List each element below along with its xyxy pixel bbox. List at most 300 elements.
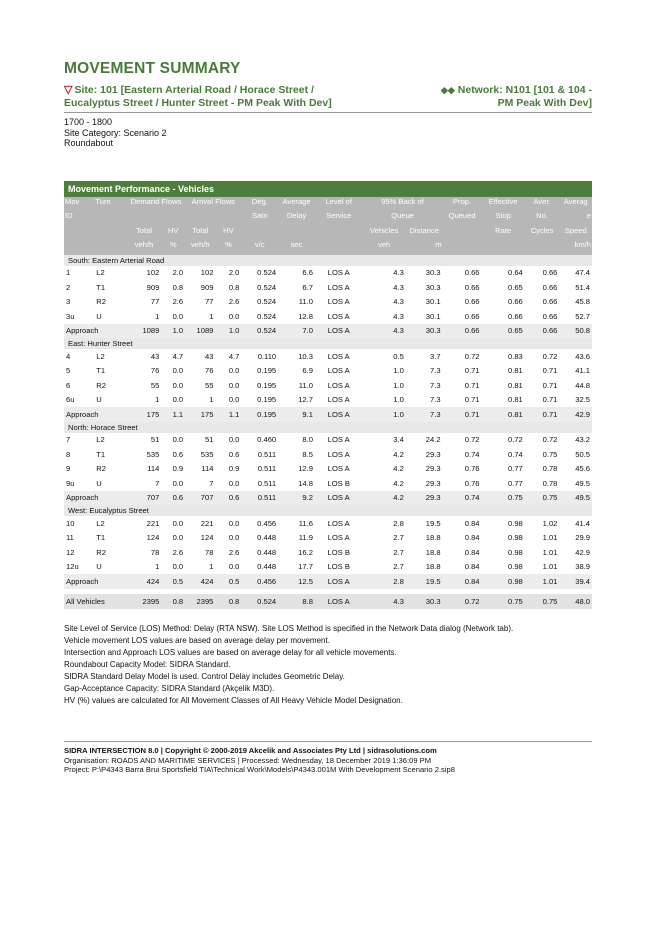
note-line: SIDRA Standard Delay Model is used. Control Delay includes Geometric Delay. bbox=[64, 671, 345, 681]
speed: 44.8 bbox=[575, 380, 590, 390]
speed: 39.4 bbox=[559, 574, 592, 589]
arrival-total: 77 bbox=[204, 297, 214, 307]
avg-delay: 11.0 bbox=[298, 380, 313, 390]
deg-satn: 0.448 bbox=[257, 562, 277, 572]
demand-total: 535 bbox=[146, 449, 160, 459]
arrival-total: 124 bbox=[200, 533, 214, 543]
level-of-service: LOS A bbox=[327, 282, 350, 292]
arrival-total: 7 bbox=[209, 478, 214, 488]
prop-queued: 0.71 bbox=[443, 407, 482, 422]
arrival-hv: 0.0 bbox=[228, 311, 240, 321]
arrival-hv: 1.0 bbox=[215, 324, 241, 339]
unit-veh-h: veh/h bbox=[185, 240, 215, 255]
mov-id: 6 bbox=[66, 380, 71, 390]
arrival-hv: 1.1 bbox=[215, 407, 241, 422]
turn: U bbox=[96, 478, 102, 488]
speed: 41.4 bbox=[575, 518, 590, 528]
arrival-hv: 0.0 bbox=[228, 380, 240, 390]
turn: T1 bbox=[96, 282, 106, 292]
deg-satn: 0.511 bbox=[241, 491, 278, 506]
stop-rate: 0.77 bbox=[508, 464, 523, 474]
level-of-service: LOS A bbox=[327, 351, 350, 361]
arrival-total: 424 bbox=[185, 574, 215, 589]
mov-id: 5 bbox=[66, 366, 71, 376]
aver-cycles: 1.01 bbox=[542, 547, 558, 557]
col-queue: Queue bbox=[363, 211, 443, 226]
demand-total: 102 bbox=[146, 268, 160, 278]
avg-delay: 8.5 bbox=[302, 449, 313, 459]
demand-total: 221 bbox=[146, 518, 160, 528]
queue-distance: 29.3 bbox=[406, 491, 443, 506]
unit-veh-h: veh/h bbox=[127, 240, 162, 255]
level-of-service: LOS A bbox=[327, 464, 350, 474]
queue-vehicles: 4.2 bbox=[393, 464, 404, 474]
avg-delay: 11.0 bbox=[298, 297, 313, 307]
mov-id: 8 bbox=[66, 449, 71, 459]
arrival-total: 707 bbox=[185, 491, 215, 506]
col-satn: Satn bbox=[241, 211, 278, 226]
site-category: Site Category: Scenario 2 bbox=[64, 127, 167, 138]
arrival-total: 78 bbox=[204, 547, 214, 557]
stop-rate: 0.65 bbox=[482, 324, 525, 339]
arrival-total: 76 bbox=[204, 366, 214, 376]
speed: 38.9 bbox=[575, 562, 590, 572]
arrival-hv: 0.0 bbox=[228, 533, 240, 543]
approach-row bbox=[64, 491, 592, 506]
aver-cycles: 0.71 bbox=[542, 395, 558, 405]
queue-distance: 7.3 bbox=[406, 407, 443, 422]
queue-distance: 24.2 bbox=[425, 435, 441, 445]
header-row-3 bbox=[64, 226, 592, 241]
queue-vehicles: 4.3 bbox=[393, 268, 404, 278]
turn: R2 bbox=[96, 547, 106, 557]
level-of-service: LOS A bbox=[327, 380, 350, 390]
demand-total: 114 bbox=[147, 464, 160, 474]
queue-distance: 30.3 bbox=[425, 282, 441, 292]
stop-rate: 0.98 bbox=[508, 518, 523, 528]
col-mov: Mov bbox=[64, 197, 94, 212]
demand-total: 2395 bbox=[127, 594, 162, 609]
col-vehicles: Vehicles bbox=[363, 226, 406, 241]
stop-rate: 0.66 bbox=[508, 297, 523, 307]
arrival-hv: 2.0 bbox=[228, 268, 240, 278]
avg-delay: 12.8 bbox=[298, 311, 313, 321]
table-row bbox=[64, 433, 592, 448]
turn: L2 bbox=[96, 435, 105, 445]
arrival-total: 1 bbox=[209, 562, 214, 572]
table-row bbox=[64, 295, 592, 310]
avg-delay: 12.9 bbox=[298, 464, 313, 474]
col-arrival-hv: HV bbox=[215, 226, 241, 241]
queue-distance: 30.1 bbox=[425, 311, 441, 321]
approach-row bbox=[64, 574, 592, 589]
arrival-hv: 0.0 bbox=[228, 395, 240, 405]
demand-hv: 1.1 bbox=[161, 407, 185, 422]
level-of-service: LOS A bbox=[327, 395, 350, 405]
table-row bbox=[64, 516, 592, 531]
arrival-total: 1 bbox=[209, 395, 214, 405]
mov-id: 12 bbox=[66, 547, 75, 557]
queue-distance: 18.8 bbox=[425, 533, 441, 543]
stop-rate: 0.75 bbox=[482, 491, 525, 506]
queue-distance: 29.3 bbox=[425, 478, 441, 488]
demand-hv: 0.5 bbox=[161, 574, 185, 589]
footer-copyright: SIDRA INTERSECTION 8.0 | Copyright © 2000-2019 Akcelik and Associates Pty Ltd | sidrasolutions.com bbox=[64, 746, 437, 755]
stop-rate: 0.72 bbox=[508, 435, 523, 445]
speed: 49.5 bbox=[559, 491, 592, 506]
avg-delay: 7.0 bbox=[278, 324, 315, 339]
page-title: MOVEMENT SUMMARY bbox=[64, 60, 241, 77]
deg-satn: 0.195 bbox=[257, 366, 277, 376]
aver-cycles: 0.66 bbox=[542, 282, 558, 292]
section-name: North: Horace Street bbox=[64, 422, 592, 433]
level-of-service: LOS A bbox=[327, 297, 350, 307]
speed: 29.9 bbox=[575, 533, 590, 543]
arrival-hv: 0.8 bbox=[215, 594, 241, 609]
col-level: Level of bbox=[315, 197, 363, 212]
col-speed: Speed bbox=[559, 226, 592, 241]
queue-distance: 30.3 bbox=[406, 324, 443, 339]
prop-queued: 0.66 bbox=[443, 324, 482, 339]
section-name: West: Eucalyptus Street bbox=[64, 505, 592, 516]
arrival-total: 102 bbox=[200, 268, 214, 278]
approach-label: Approach bbox=[64, 491, 127, 506]
col-demand-total: Total bbox=[127, 226, 162, 241]
prop-queued: 0.74 bbox=[443, 491, 482, 506]
col-prop: Prop. bbox=[443, 197, 482, 212]
demand-hv: 2.0 bbox=[172, 268, 184, 278]
avg-delay: 17.7 bbox=[298, 562, 313, 572]
arrival-hv: 0.8 bbox=[228, 282, 240, 292]
speed: 45.6 bbox=[575, 464, 590, 474]
turn: U bbox=[96, 395, 102, 405]
approach-label: Approach bbox=[64, 324, 127, 339]
queue-distance: 3.7 bbox=[430, 351, 441, 361]
mov-id: 4 bbox=[66, 351, 71, 361]
section-header bbox=[64, 255, 592, 266]
level-of-service: LOS A bbox=[327, 449, 350, 459]
table-row bbox=[64, 266, 592, 281]
turn: T1 bbox=[96, 366, 106, 376]
arrival-hv: 0.0 bbox=[228, 435, 240, 445]
level-of-service: LOS A bbox=[327, 311, 350, 321]
deg-satn: 0.511 bbox=[257, 449, 277, 459]
demand-hv: 0.0 bbox=[172, 366, 184, 376]
level-of-service: LOS A bbox=[315, 491, 363, 506]
deg-satn: 0.195 bbox=[241, 407, 278, 422]
note-line: Roundabout Capacity Model: SIDRA Standard. bbox=[64, 659, 231, 669]
queue-vehicles: 4.2 bbox=[393, 478, 404, 488]
turn: U bbox=[96, 562, 102, 572]
site-line-1: Site: 101 [Eastern Arterial Road / Horace Street / bbox=[74, 84, 314, 96]
prop-queued: 0.84 bbox=[464, 533, 480, 543]
prop-queued: 0.74 bbox=[464, 449, 480, 459]
mov-id: 1 bbox=[66, 268, 71, 278]
avg-delay: 8.0 bbox=[302, 435, 313, 445]
stop-rate: 0.77 bbox=[508, 478, 523, 488]
level-of-service: LOS A bbox=[327, 533, 350, 543]
deg-satn: 0.460 bbox=[257, 435, 277, 445]
unit-m: m bbox=[406, 240, 443, 255]
footer-organisation: Organisation: ROADS AND MARITIME SERVICES | Processed: Wednesday, 18 December 2019 1:36:09 PM bbox=[64, 755, 432, 765]
table-title-row bbox=[64, 181, 592, 197]
demand-total: 77 bbox=[150, 297, 160, 307]
arrival-hv: 2.6 bbox=[228, 547, 240, 557]
col-arrival-flows: Arrival Flows bbox=[185, 197, 241, 212]
site-meta bbox=[64, 117, 592, 149]
turn: L2 bbox=[96, 268, 105, 278]
col-deg: Deg. bbox=[241, 197, 278, 212]
col-distance: Distance bbox=[406, 226, 443, 241]
avg-delay: 9.2 bbox=[278, 491, 315, 506]
queue-vehicles: 1.0 bbox=[393, 380, 404, 390]
prop-queued: 0.72 bbox=[443, 594, 482, 609]
aver-cycles: 1.01 bbox=[525, 574, 560, 589]
unit-pct: % bbox=[161, 240, 185, 255]
note-line: HV (%) values are calculated for All Movement Classes of All Heavy Vehicle Model Designation. bbox=[64, 695, 403, 705]
table-row bbox=[64, 280, 592, 295]
queue-vehicles: 0.5 bbox=[393, 351, 404, 361]
network-icon: ◆◆ bbox=[440, 85, 455, 95]
speed: 50.5 bbox=[575, 449, 590, 459]
turn: U bbox=[96, 311, 102, 321]
level-of-service: LOS A bbox=[327, 268, 350, 278]
prop-queued: 0.66 bbox=[464, 282, 480, 292]
section-name: South: Eastern Arterial Road bbox=[64, 255, 592, 266]
table-row bbox=[64, 462, 592, 477]
demand-total: 78 bbox=[150, 547, 160, 557]
queue-vehicles: 1.0 bbox=[393, 366, 404, 376]
queue-vehicles: 2.8 bbox=[393, 518, 404, 528]
header-row-1 bbox=[64, 197, 592, 212]
arrival-total: 221 bbox=[200, 518, 214, 528]
table-title: Movement Performance - Vehicles bbox=[64, 181, 592, 197]
demand-hv: 2.6 bbox=[172, 547, 184, 557]
col-queued: Queued bbox=[443, 211, 482, 226]
stop-rate: 0.66 bbox=[508, 311, 523, 321]
prop-queued: 0.84 bbox=[464, 518, 480, 528]
level-of-service: LOS A bbox=[315, 407, 363, 422]
demand-total: 1 bbox=[155, 395, 160, 405]
deg-satn: 0.110 bbox=[257, 351, 277, 361]
mov-id: 3 bbox=[66, 297, 71, 307]
queue-vehicles: 2.7 bbox=[393, 547, 404, 557]
aver-cycles: 0.72 bbox=[542, 351, 558, 361]
stop-rate: 0.64 bbox=[508, 268, 523, 278]
prop-queued: 0.72 bbox=[464, 351, 480, 361]
level-of-service: LOS A bbox=[315, 594, 363, 609]
prop-queued: 0.66 bbox=[464, 311, 480, 321]
aver-cycles: 0.66 bbox=[542, 311, 558, 321]
speed: 43.2 bbox=[575, 435, 590, 445]
queue-vehicles: 4.3 bbox=[363, 594, 406, 609]
arrival-hv: 0.9 bbox=[228, 464, 240, 474]
demand-hv: 0.0 bbox=[172, 435, 184, 445]
arrival-total: 2395 bbox=[185, 594, 215, 609]
col-aver: Aver. bbox=[525, 197, 560, 212]
note-line: Site Level of Service (LOS) Method: Delay (RTA NSW). Site LOS Method is specified in the Network Data dialog (Network tab). bbox=[64, 623, 514, 633]
queue-distance: 7.3 bbox=[430, 366, 441, 376]
queue-vehicles: 4.2 bbox=[363, 491, 406, 506]
mov-id: 12u bbox=[66, 562, 79, 572]
avg-delay: 11.6 bbox=[298, 518, 313, 528]
queue-vehicles: 1.0 bbox=[363, 407, 406, 422]
col-averag: Averag bbox=[559, 197, 592, 212]
prop-queued: 0.71 bbox=[464, 366, 480, 376]
turn: T1 bbox=[96, 449, 106, 459]
stop-rate: 0.98 bbox=[508, 562, 523, 572]
approach-label: Approach bbox=[64, 574, 127, 589]
aver-cycles: 0.75 bbox=[525, 491, 560, 506]
table-row bbox=[64, 393, 592, 408]
queue-distance: 29.3 bbox=[425, 464, 441, 474]
avg-delay: 12.7 bbox=[298, 395, 313, 405]
avg-delay: 11.9 bbox=[298, 533, 313, 543]
prop-queued: 0.76 bbox=[464, 478, 480, 488]
turn: L2 bbox=[96, 518, 105, 528]
deg-satn: 0.524 bbox=[257, 297, 277, 307]
turn: R2 bbox=[96, 464, 106, 474]
stop-rate: 0.81 bbox=[508, 395, 523, 405]
table-row bbox=[64, 476, 592, 491]
demand-total: 424 bbox=[127, 574, 162, 589]
aver-cycles: 0.72 bbox=[542, 435, 558, 445]
network-title bbox=[392, 84, 592, 109]
stop-rate: 0.98 bbox=[482, 574, 525, 589]
arrival-total: 114 bbox=[201, 464, 214, 474]
speed: 47.4 bbox=[575, 268, 590, 278]
table-row bbox=[64, 545, 592, 560]
demand-hv: 0.0 bbox=[172, 311, 184, 321]
stop-rate: 0.81 bbox=[508, 380, 523, 390]
time-period: 1700 - 1800 bbox=[64, 117, 113, 127]
unit-veh: veh bbox=[363, 240, 406, 255]
table-row bbox=[64, 364, 592, 379]
aver-cycles: 0.66 bbox=[542, 297, 558, 307]
turn: T1 bbox=[96, 533, 106, 543]
demand-total: 76 bbox=[150, 366, 160, 376]
prop-queued: 0.84 bbox=[443, 574, 482, 589]
aver-cycles: 0.71 bbox=[542, 366, 558, 376]
speed: 41.1 bbox=[575, 366, 590, 376]
mov-id: 9 bbox=[66, 464, 71, 474]
queue-distance: 7.3 bbox=[430, 395, 441, 405]
deg-satn: 0.511 bbox=[257, 478, 277, 488]
section-header bbox=[64, 422, 592, 433]
col-average: Average bbox=[278, 197, 315, 212]
col-effective: Effective bbox=[482, 197, 525, 212]
footer bbox=[64, 741, 592, 775]
speed: 32.5 bbox=[575, 395, 590, 405]
deg-satn: 0.524 bbox=[241, 324, 278, 339]
level-of-service: LOS B bbox=[327, 547, 350, 557]
queue-distance: 30.3 bbox=[425, 268, 441, 278]
queue-vehicles: 2.8 bbox=[363, 574, 406, 589]
site-type: Roundabout bbox=[64, 138, 114, 148]
arrival-total: 535 bbox=[200, 449, 214, 459]
arrival-hv: 4.7 bbox=[228, 351, 240, 361]
stop-rate: 0.75 bbox=[482, 594, 525, 609]
deg-satn: 0.511 bbox=[257, 464, 277, 474]
avg-delay: 14.8 bbox=[298, 478, 313, 488]
prop-queued: 0.66 bbox=[464, 297, 480, 307]
level-of-service: LOS A bbox=[327, 518, 350, 528]
avg-delay: 10.3 bbox=[298, 351, 313, 361]
deg-satn: 0.524 bbox=[241, 594, 278, 609]
site-title bbox=[64, 84, 384, 109]
queue-distance: 18.8 bbox=[425, 547, 441, 557]
aver-cycles: 0.66 bbox=[542, 268, 558, 278]
avg-delay: 6.7 bbox=[302, 282, 313, 292]
table-row bbox=[64, 378, 592, 393]
arrival-hv: 0.0 bbox=[228, 366, 240, 376]
unit-pct: % bbox=[215, 240, 241, 255]
queue-vehicles: 2.7 bbox=[393, 533, 404, 543]
site-header bbox=[64, 84, 592, 109]
turn: R2 bbox=[96, 297, 106, 307]
demand-hv: 0.8 bbox=[161, 594, 185, 609]
queue-distance: 29.3 bbox=[425, 449, 441, 459]
queue-vehicles: 1.0 bbox=[393, 395, 404, 405]
mov-id: 11 bbox=[66, 533, 74, 543]
queue-vehicles: 2.7 bbox=[393, 562, 404, 572]
aver-cycles: 1.01 bbox=[542, 562, 558, 572]
arrival-total: 1089 bbox=[185, 324, 215, 339]
stop-rate: 0.98 bbox=[508, 547, 523, 557]
aver-cycles: 0.71 bbox=[525, 407, 560, 422]
table-row bbox=[64, 560, 592, 575]
prop-queued: 0.66 bbox=[464, 268, 480, 278]
col-rate: Rate bbox=[482, 226, 525, 241]
avg-delay: 6.9 bbox=[302, 366, 313, 376]
avg-delay: 16.2 bbox=[298, 547, 313, 557]
site-line-2: Eucalyptus Street / Hunter Street - PM Peak With Dev] bbox=[64, 96, 332, 109]
stop-rate: 0.74 bbox=[508, 449, 523, 459]
queue-vehicles: 4.3 bbox=[393, 297, 404, 307]
demand-total: 55 bbox=[150, 380, 160, 390]
approach-row bbox=[64, 407, 592, 422]
deg-satn: 0.448 bbox=[257, 547, 277, 557]
aver-cycles: 0.75 bbox=[542, 449, 558, 459]
header-row-2 bbox=[64, 211, 592, 226]
col-e: e bbox=[559, 211, 592, 226]
footer-project: Project: P:\P4343 Barra Brui Sportsfield TIA\Technical Work\Models\P4343.001M With Development Scenario 2.sip8 bbox=[64, 765, 455, 774]
speed: 43.6 bbox=[575, 351, 590, 361]
avg-delay: 9.1 bbox=[278, 407, 315, 422]
deg-satn: 0.524 bbox=[257, 311, 277, 321]
prop-queued: 0.76 bbox=[464, 464, 480, 474]
movement-performance-table bbox=[64, 181, 592, 609]
stop-rate: 0.83 bbox=[508, 351, 523, 361]
speed: 51.4 bbox=[575, 282, 590, 292]
col-delay: Delay bbox=[278, 211, 315, 226]
avg-delay: 8.8 bbox=[278, 594, 315, 609]
unit-sec: sec bbox=[278, 240, 315, 255]
deg-satn: 0.524 bbox=[257, 268, 277, 278]
aver-cycles: 0.66 bbox=[525, 324, 560, 339]
col-no: No. bbox=[525, 211, 560, 226]
speed: 42.9 bbox=[575, 547, 590, 557]
prop-queued: 0.71 bbox=[464, 380, 480, 390]
mov-id: 2 bbox=[66, 282, 71, 292]
arrival-hv: 0.6 bbox=[228, 449, 240, 459]
prop-queued: 0.84 bbox=[464, 547, 480, 557]
speed: 48.0 bbox=[559, 594, 592, 609]
all-vehicles-row bbox=[64, 594, 592, 609]
demand-hv: 1.0 bbox=[161, 324, 185, 339]
table-row bbox=[64, 447, 592, 462]
arrival-hv: 0.0 bbox=[228, 478, 240, 488]
